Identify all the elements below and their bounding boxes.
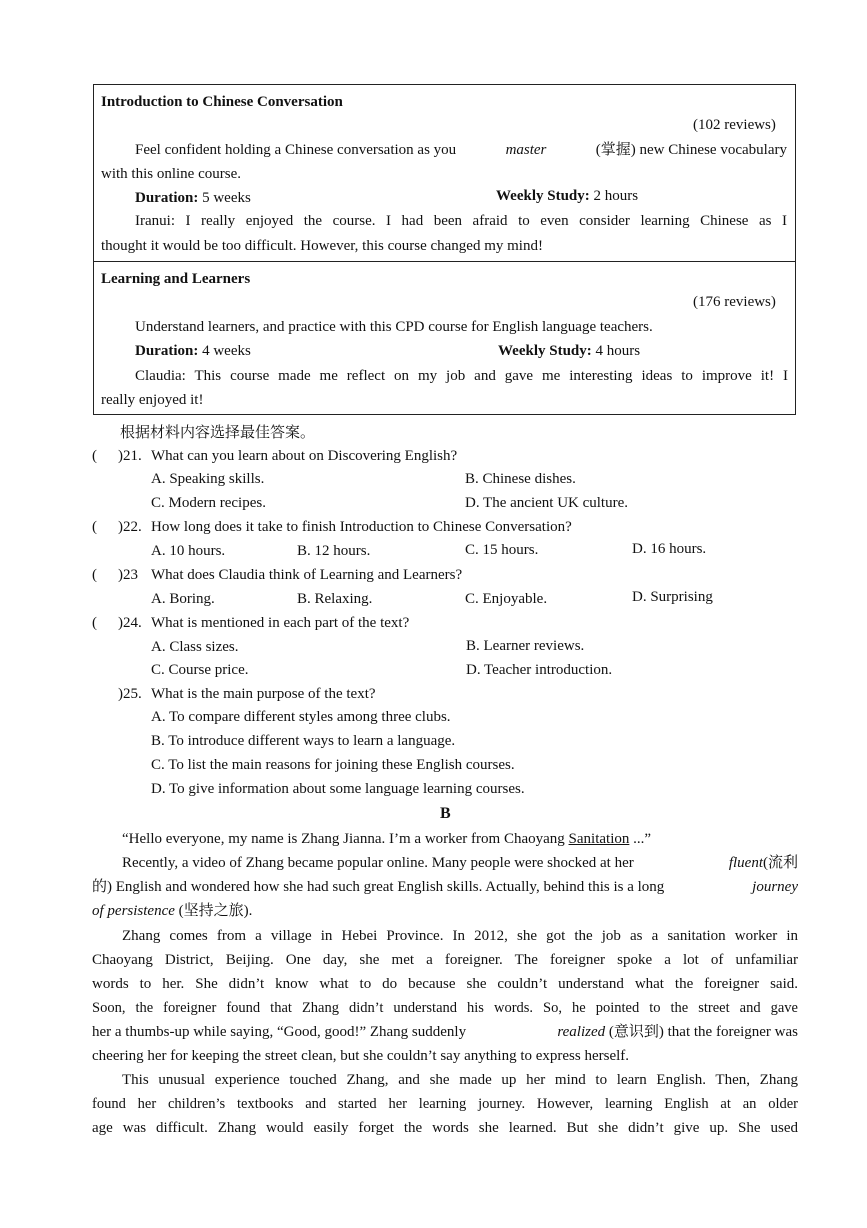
question-22: [92, 517, 572, 537]
option: D. Teacher introduction.: [466, 662, 613, 678]
course-description-text-rest: (掌握) new Chinese vocabulary: [595, 142, 787, 158]
option: B. Chinese dishes.: [465, 471, 576, 487]
option: A. Speaking skills.: [151, 471, 265, 487]
text: “Hello everyone, my name is Zhang Jianna. I’m a worker from Chaoyang: [122, 831, 565, 847]
option: A. 10 hours.: [151, 543, 226, 559]
course-description-keyword: master: [505, 142, 547, 158]
italic-word: fluent: [728, 855, 763, 871]
duration-value: 4 weeks: [202, 343, 251, 359]
course-title: Introduction to Chinese Conversation: [101, 94, 343, 110]
course-description-line: [135, 140, 787, 160]
answer-bracket: (: [92, 567, 97, 583]
option: B. Relaxing.: [297, 591, 373, 607]
option: B. Learner reviews.: [466, 638, 585, 654]
paragraph-3-line6: cheering her for keeping the street clean, but she couldn’t say anything to express herself.: [92, 1048, 630, 1064]
question-text: What does Claudia think of Learning and Learners?: [151, 567, 463, 583]
paragraph-3-line1: Zhang comes from a village in Hebei Province. In 2012, she got the job as a sanitation worker in: [122, 928, 798, 944]
underlined-word: Sanitation: [568, 831, 630, 847]
learner-review-line2: really enjoyed it!: [101, 392, 204, 408]
option: A. Class sizes.: [151, 639, 239, 655]
option: C. Course price.: [151, 662, 249, 678]
course-description-line: Understand learners, and practice with this CPD course for English language teachers.: [135, 319, 653, 335]
question-number: )24.: [118, 615, 142, 631]
weekly-label: Weekly Study:: [498, 343, 592, 359]
option: D. Surprising: [632, 589, 713, 605]
question-text: What can you learn about on Discovering English?: [151, 448, 458, 464]
answer-bracket: (: [92, 519, 97, 535]
italic-word: realized: [557, 1024, 606, 1040]
paragraph-2-line2: [92, 877, 798, 897]
duration-value: 5 weeks: [202, 190, 251, 206]
option: B. To introduce different ways to learn a language.: [151, 733, 456, 749]
paragraph-4-line2: found her children’s textbooks and started her learning journey. However, learning English at an older: [92, 1096, 798, 1112]
paragraph-4-line1: This unusual experience touched Zhang, and she made up her mind to learn English. Then, Zhang: [122, 1072, 798, 1088]
course-title: Learning and Learners: [101, 271, 251, 287]
option: C. To list the main reasons for joining these English courses.: [151, 757, 515, 773]
text: ...”: [633, 831, 652, 847]
course-weekly-study: [496, 186, 638, 206]
paragraph-3-line5: [92, 1022, 798, 1042]
option: C. Modern recipes.: [151, 495, 266, 511]
question-21: [92, 446, 458, 466]
italic-word: of persistence: [92, 903, 175, 919]
question-number: )22.: [118, 519, 142, 535]
paragraph-1: [122, 829, 651, 849]
section-title: B: [440, 805, 451, 822]
course-duration: [135, 341, 251, 361]
course-weekly-study: [498, 341, 640, 361]
text: her a thumbs-up while saying, “Good, good!” Zhang suddenly: [92, 1024, 467, 1040]
question-24: [92, 613, 410, 633]
paragraph-3-line3: words to her. She didn’t know what to do because she couldn’t understand what the foreigner said.: [92, 976, 798, 992]
weekly-label: Weekly Study:: [496, 188, 590, 204]
text: (流利: [763, 855, 798, 871]
paragraph-3-line2: Chaoyang District, Beijing. One day, she met a foreigner. The foreigner spoke a lot of unfamiliar: [92, 952, 798, 968]
option: D. 16 hours.: [632, 541, 707, 557]
paragraph-3-line4: Soon, the foreigner found that Zhang didn’t understand his words. So, he pointed to the street and gave: [92, 1000, 798, 1016]
option: C. Enjoyable.: [465, 591, 548, 607]
weekly-value: 2 hours: [593, 188, 639, 204]
question-text: What is the main purpose of the text?: [151, 686, 376, 702]
course-reviews: (176 reviews): [693, 294, 776, 310]
duration-label: Duration:: [135, 190, 199, 206]
course-reviews: (102 reviews): [693, 117, 776, 133]
instruction: 根据材料内容选择最佳答案。: [120, 423, 316, 441]
course-duration: [135, 188, 251, 208]
option: D. To give information about some language learning courses.: [151, 781, 525, 797]
option: D. The ancient UK culture.: [465, 495, 629, 511]
learner-review-line1: Iranui: I really enjoyed the course. I had been afraid to even consider learning Chinese as I: [135, 213, 787, 229]
question-number: )23: [118, 567, 138, 583]
answer-bracket: (: [92, 615, 97, 631]
paragraph-2-line3: [92, 901, 252, 921]
question-number: )21.: [118, 448, 142, 464]
question-23: [92, 565, 463, 585]
weekly-value: 4 hours: [595, 343, 641, 359]
option: B. 12 hours.: [297, 543, 371, 559]
text: 的) English and wondered how she had such great English skills. Actually, behind this is a long: [92, 879, 665, 895]
paragraph-4-line3: age was difficult. Zhang would easily forget the words she learned. But she didn’t give up. She used: [92, 1120, 798, 1136]
course-description-line2: with this online course.: [101, 166, 241, 182]
learner-review-line2: thought it would be too difficult. However, this course changed my mind!: [101, 238, 543, 254]
text: (意识到) that the foreigner was: [608, 1024, 798, 1040]
answer-bracket: (: [92, 448, 97, 464]
question-text: How long does it take to finish Introduction to Chinese Conversation?: [151, 519, 572, 535]
duration-label: Duration:: [135, 343, 199, 359]
text: (坚持之旅).: [178, 903, 253, 919]
italic-word: journey: [752, 879, 798, 895]
course-description-text: Feel confident holding a Chinese conversation as you: [135, 142, 457, 158]
question-text: What is mentioned in each part of the text?: [151, 615, 410, 631]
question-number: )25.: [118, 686, 142, 702]
learner-review-line1: Claudia: This course made me reflect on my job and gave me interesting ideas to improve it! I: [135, 368, 788, 384]
option: C. 15 hours.: [465, 542, 539, 558]
text: Recently, a video of Zhang became popular online. Many people were shocked at her: [122, 855, 634, 871]
option: A. To compare different styles among three clubs.: [151, 709, 451, 725]
option: A. Boring.: [151, 591, 215, 607]
paragraph-2-line1: [122, 853, 798, 873]
